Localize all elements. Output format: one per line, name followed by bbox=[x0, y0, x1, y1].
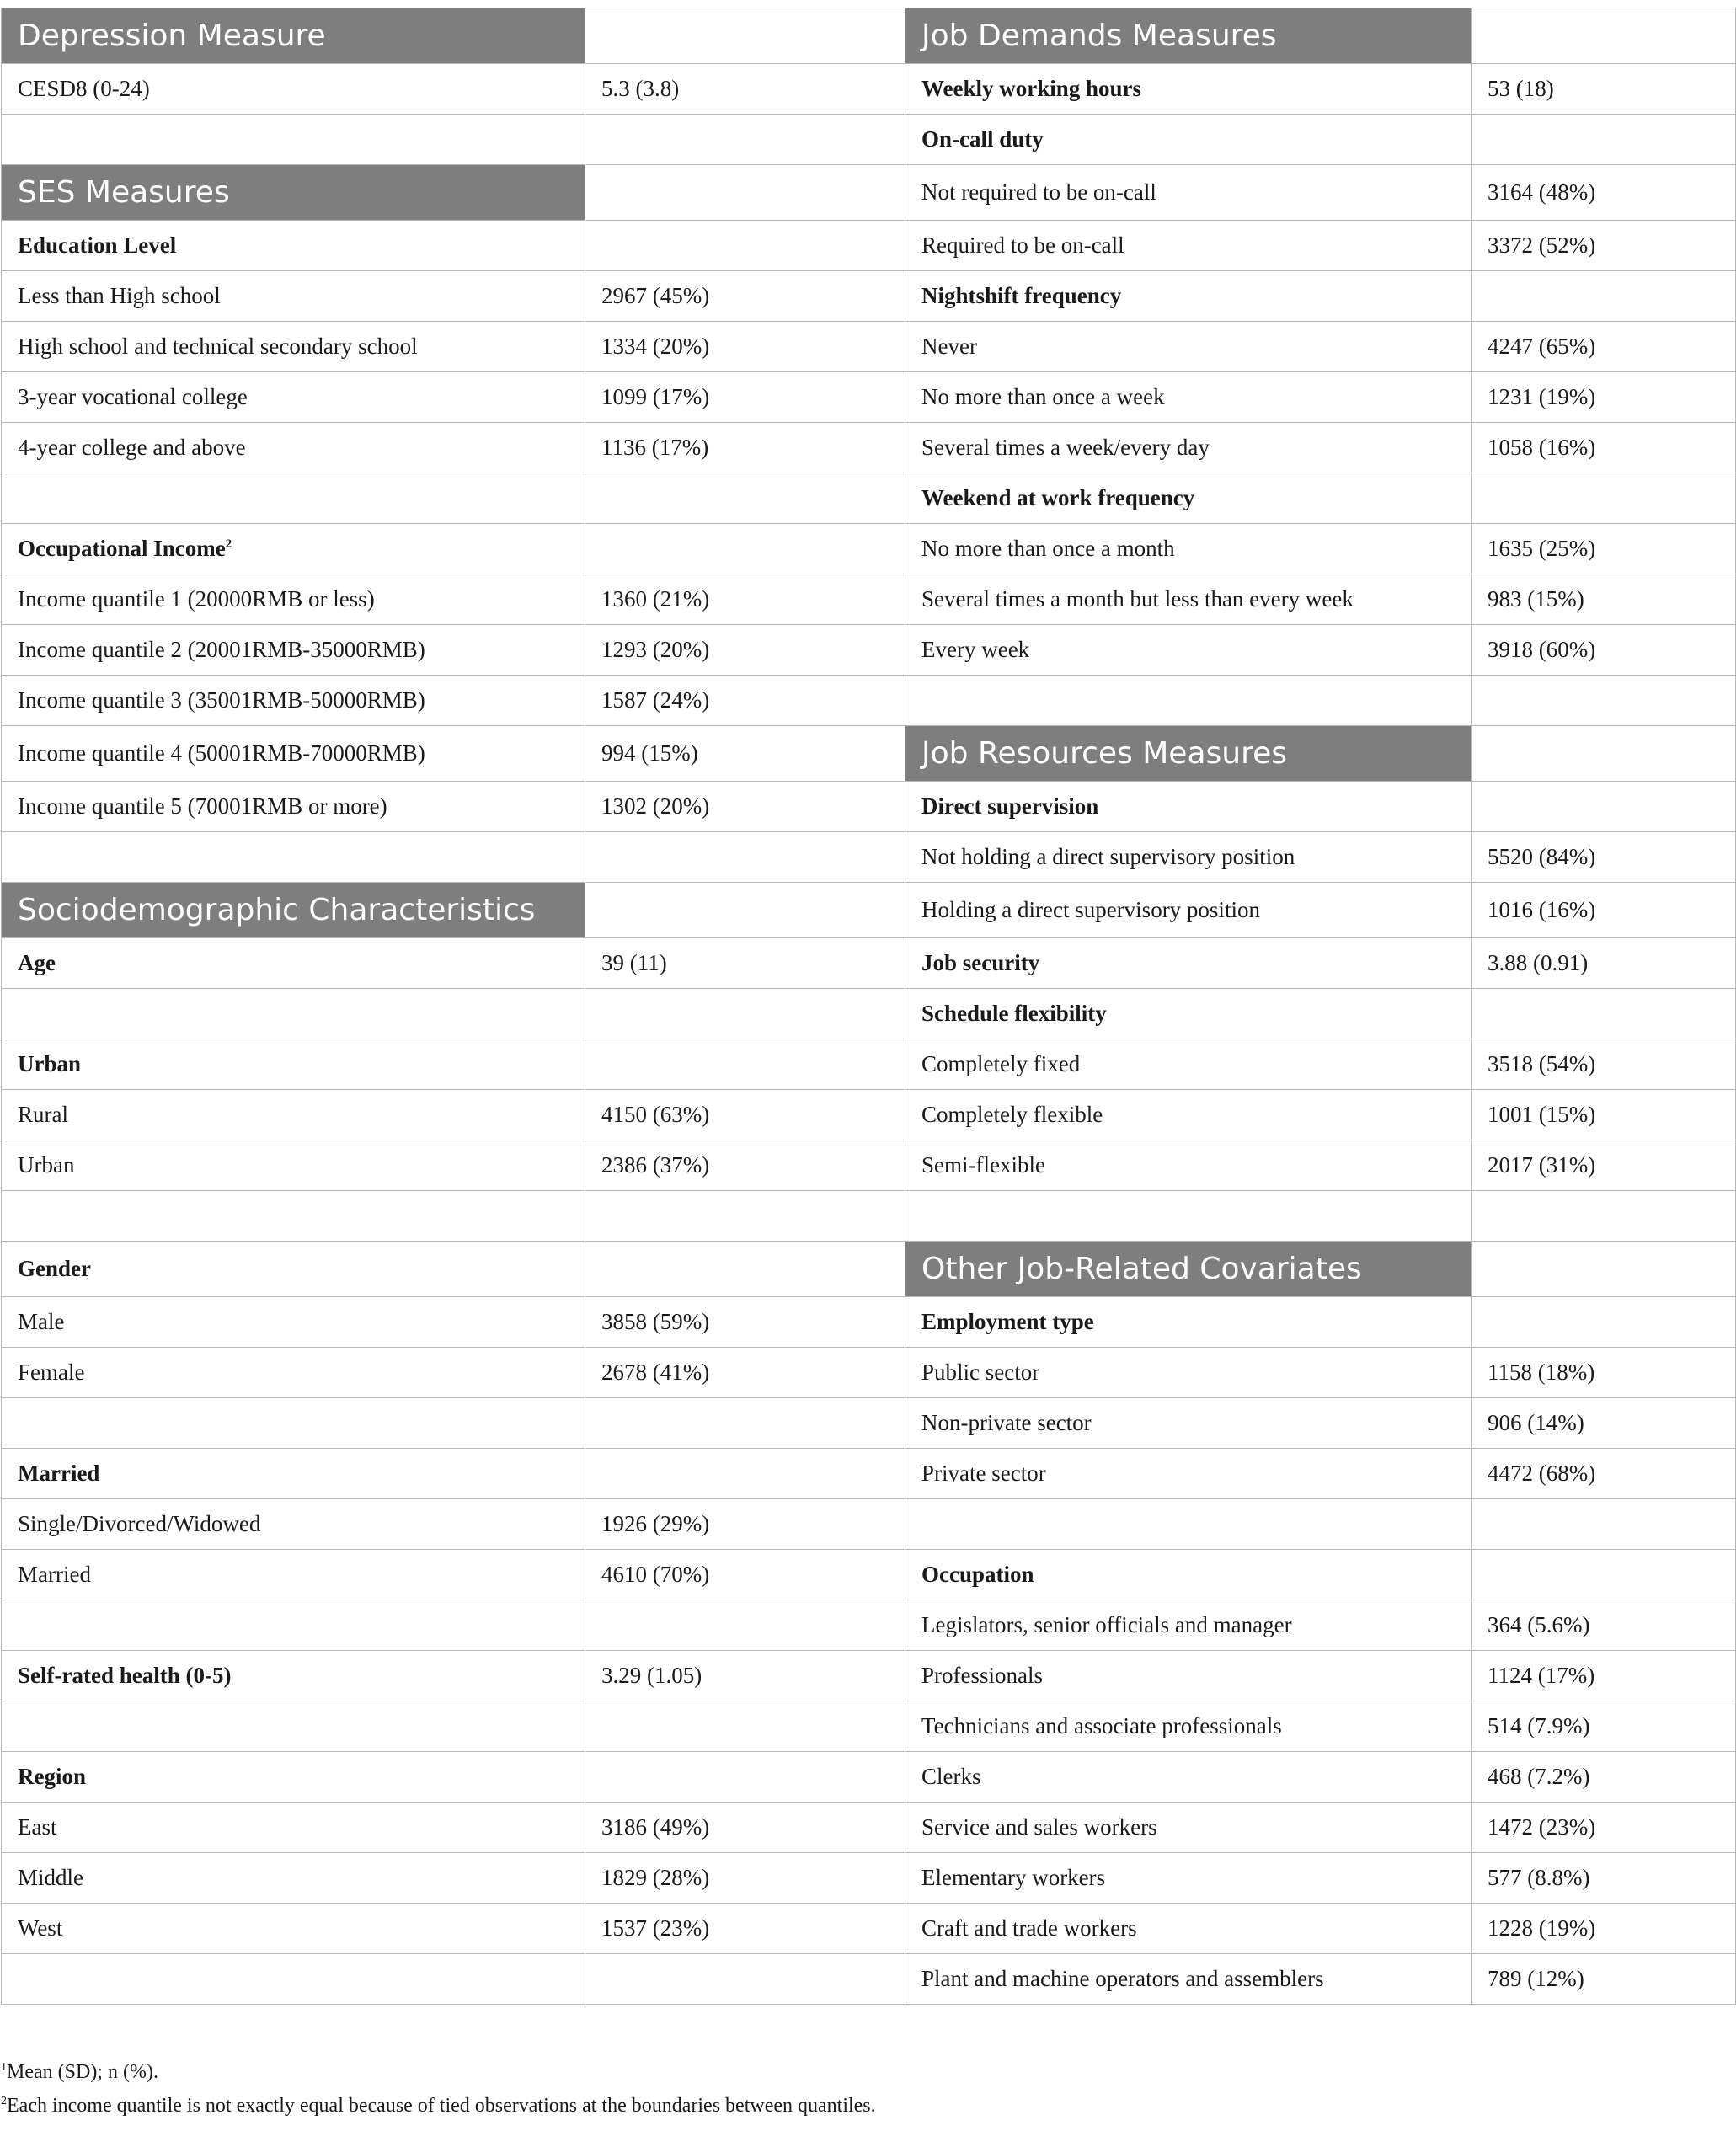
table-row bbox=[2, 64, 1736, 115]
row-value: 4610 (70%) bbox=[585, 1550, 905, 1600]
table-row bbox=[2, 1651, 1736, 1701]
table-row bbox=[2, 322, 1736, 372]
table-row bbox=[2, 574, 1736, 625]
empty-cell bbox=[585, 832, 905, 883]
row-label: Job security bbox=[905, 938, 1472, 989]
row-label: Never bbox=[905, 322, 1472, 372]
row-label: Married bbox=[2, 1550, 585, 1600]
row-value: 1231 (19%) bbox=[1472, 372, 1736, 423]
row-value: 577 (8.8%) bbox=[1472, 1853, 1736, 1904]
row-value: 2967 (45%) bbox=[585, 271, 905, 322]
row-label: Rural bbox=[2, 1090, 585, 1140]
table-row bbox=[2, 1297, 1736, 1348]
row-label: No more than once a week bbox=[905, 372, 1472, 423]
row-value: 3.29 (1.05) bbox=[585, 1651, 905, 1701]
group-label: Nightshift frequency bbox=[905, 271, 1472, 322]
table-row bbox=[2, 676, 1736, 726]
row-label: Self-rated health (0-5) bbox=[2, 1651, 585, 1701]
row-label: Female bbox=[2, 1348, 585, 1398]
empty-cell bbox=[2, 1600, 585, 1651]
empty-cell bbox=[585, 221, 905, 271]
row-label: 3-year vocational college bbox=[2, 372, 585, 423]
table-row bbox=[2, 1600, 1736, 1651]
section-header-depression: Depression Measure bbox=[2, 8, 585, 64]
row-label: CESD8 (0-24) bbox=[2, 64, 585, 115]
row-label: Legislators, senior officials and manager bbox=[905, 1600, 1472, 1651]
empty-cell bbox=[585, 524, 905, 574]
section-header-other-job: Other Job-Related Covariates bbox=[905, 1242, 1472, 1297]
row-value: 1001 (15%) bbox=[1472, 1090, 1736, 1140]
empty-cell bbox=[905, 1499, 1472, 1550]
empty-cell bbox=[2, 1701, 585, 1752]
row-label: Income quantile 4 (50001RMB-70000RMB) bbox=[2, 726, 585, 782]
occupational-income-label: Occupational Income bbox=[18, 536, 226, 561]
footnote-marker: 1 bbox=[1, 2061, 7, 2074]
footnote-text: Each income quantile is not exactly equal because of tied observations at the boundaries between quantiles. bbox=[7, 2095, 876, 2117]
row-value: 468 (7.2%) bbox=[1472, 1752, 1736, 1803]
row-value: 1158 (18%) bbox=[1472, 1348, 1736, 1398]
table-row bbox=[2, 1550, 1736, 1600]
row-value: 1360 (21%) bbox=[585, 574, 905, 625]
group-label: On-call duty bbox=[905, 115, 1472, 165]
footnote-1 bbox=[1, 2055, 1735, 2089]
table-row bbox=[2, 372, 1736, 423]
empty-cell bbox=[2, 989, 585, 1039]
row-label: Elementary workers bbox=[905, 1853, 1472, 1904]
row-label: Income quantile 3 (35001RMB-50000RMB) bbox=[2, 676, 585, 726]
empty-cell bbox=[1472, 1550, 1736, 1600]
row-value: 1472 (23%) bbox=[1472, 1803, 1736, 1853]
empty-cell bbox=[1472, 271, 1736, 322]
table-row bbox=[2, 1039, 1736, 1090]
row-label: Required to be on-call bbox=[905, 221, 1472, 271]
empty-cell bbox=[585, 1039, 905, 1090]
row-label: Urban bbox=[2, 1140, 585, 1191]
row-value: 364 (5.6%) bbox=[1472, 1600, 1736, 1651]
row-label: No more than once a month bbox=[905, 524, 1472, 574]
empty-cell bbox=[585, 115, 905, 165]
table-row bbox=[2, 989, 1736, 1039]
descriptive-statistics-table bbox=[1, 8, 1736, 2005]
row-label: Single/Divorced/Widowed bbox=[2, 1499, 585, 1550]
row-label: Less than High school bbox=[2, 271, 585, 322]
group-label bbox=[2, 524, 585, 574]
row-value: 1635 (25%) bbox=[1472, 524, 1736, 574]
row-label: Every week bbox=[905, 625, 1472, 676]
empty-cell bbox=[585, 1242, 905, 1297]
empty-cell bbox=[905, 1191, 1472, 1242]
row-value: 1829 (28%) bbox=[585, 1853, 905, 1904]
empty-cell bbox=[585, 1954, 905, 2005]
row-label: Income quantile 5 (70001RMB or more) bbox=[2, 782, 585, 832]
row-label: Plant and machine operators and assemblers bbox=[905, 1954, 1472, 2005]
row-value: 3164 (48%) bbox=[1472, 165, 1736, 221]
row-value: 53 (18) bbox=[1472, 64, 1736, 115]
table-row bbox=[2, 271, 1736, 322]
row-label: Several times a week/every day bbox=[905, 423, 1472, 473]
empty-cell bbox=[585, 165, 905, 221]
table-row bbox=[2, 1904, 1736, 1954]
row-value: 1124 (17%) bbox=[1472, 1651, 1736, 1701]
row-label: 4-year college and above bbox=[2, 423, 585, 473]
row-value: 514 (7.9%) bbox=[1472, 1701, 1736, 1752]
table-row bbox=[2, 832, 1736, 883]
table-row bbox=[2, 1449, 1736, 1499]
table-row bbox=[2, 1191, 1736, 1242]
footnote-marker: 2 bbox=[1, 2095, 7, 2107]
row-label: High school and technical secondary school bbox=[2, 322, 585, 372]
row-value: 3918 (60%) bbox=[1472, 625, 1736, 676]
empty-cell bbox=[585, 1398, 905, 1449]
empty-cell bbox=[1472, 989, 1736, 1039]
row-value: 1099 (17%) bbox=[585, 372, 905, 423]
empty-cell bbox=[2, 115, 585, 165]
empty-cell bbox=[2, 473, 585, 524]
row-label: Technicians and associate professionals bbox=[905, 1701, 1472, 1752]
table-row bbox=[2, 1853, 1736, 1904]
empty-cell bbox=[1472, 1191, 1736, 1242]
footnote-marker: 2 bbox=[225, 537, 232, 551]
row-label: Professionals bbox=[905, 1651, 1472, 1701]
row-label: Middle bbox=[2, 1853, 585, 1904]
table-row bbox=[2, 1090, 1736, 1140]
group-label: Schedule flexibility bbox=[905, 989, 1472, 1039]
row-label: Non-private sector bbox=[905, 1398, 1472, 1449]
row-label: Income quantile 2 (20001RMB-35000RMB) bbox=[2, 625, 585, 676]
table-row bbox=[2, 1140, 1736, 1191]
row-label: Age bbox=[2, 938, 585, 989]
row-value: 1228 (19%) bbox=[1472, 1904, 1736, 1954]
group-label: Urban bbox=[2, 1039, 585, 1090]
row-value: 3.88 (0.91) bbox=[1472, 938, 1736, 989]
empty-cell bbox=[585, 8, 905, 64]
row-value: 1537 (23%) bbox=[585, 1904, 905, 1954]
row-label: West bbox=[2, 1904, 585, 1954]
row-label: Completely flexible bbox=[905, 1090, 1472, 1140]
group-label: Direct supervision bbox=[905, 782, 1472, 832]
row-value: 1136 (17%) bbox=[585, 423, 905, 473]
group-label: Region bbox=[2, 1752, 585, 1803]
row-label: Holding a direct supervisory position bbox=[905, 883, 1472, 938]
table-row bbox=[2, 938, 1736, 989]
table-row bbox=[2, 473, 1736, 524]
row-value: 1058 (16%) bbox=[1472, 423, 1736, 473]
row-value: 1293 (20%) bbox=[585, 625, 905, 676]
row-value: 4150 (63%) bbox=[585, 1090, 905, 1140]
group-label: Married bbox=[2, 1449, 585, 1499]
row-label: Weekly working hours bbox=[905, 64, 1472, 115]
empty-cell bbox=[1472, 473, 1736, 524]
footnote-text: Mean (SD); n (%). bbox=[7, 2061, 158, 2083]
empty-cell bbox=[585, 883, 905, 938]
group-label: Gender bbox=[2, 1242, 585, 1297]
row-label: Male bbox=[2, 1297, 585, 1348]
empty-cell bbox=[2, 1191, 585, 1242]
empty-cell bbox=[1472, 1499, 1736, 1550]
row-value: 1587 (24%) bbox=[585, 676, 905, 726]
table-row bbox=[2, 115, 1736, 165]
row-value: 2386 (37%) bbox=[585, 1140, 905, 1191]
empty-cell bbox=[585, 1191, 905, 1242]
row-label: Several times a month but less than every week bbox=[905, 574, 1472, 625]
row-value: 5.3 (3.8) bbox=[585, 64, 905, 115]
row-value: 2678 (41%) bbox=[585, 1348, 905, 1398]
row-value: 3518 (54%) bbox=[1472, 1039, 1736, 1090]
table-row bbox=[2, 1803, 1736, 1853]
row-value: 4247 (65%) bbox=[1472, 322, 1736, 372]
table-row bbox=[2, 423, 1736, 473]
section-header-ses: SES Measures bbox=[2, 165, 585, 221]
table-row bbox=[2, 726, 1736, 782]
table-row bbox=[2, 1752, 1736, 1803]
empty-cell bbox=[585, 1752, 905, 1803]
empty-cell bbox=[585, 473, 905, 524]
table-row bbox=[2, 883, 1736, 938]
section-header-sociodemographic: Sociodemographic Characteristics bbox=[2, 883, 585, 938]
section-header-job-demands: Job Demands Measures bbox=[905, 8, 1472, 64]
row-value: 1302 (20%) bbox=[585, 782, 905, 832]
footnote-2 bbox=[1, 2089, 1735, 2123]
group-label: Weekend at work frequency bbox=[905, 473, 1472, 524]
table-row bbox=[2, 1499, 1736, 1550]
empty-cell bbox=[1472, 115, 1736, 165]
table-row bbox=[2, 1398, 1736, 1449]
empty-cell bbox=[2, 832, 585, 883]
row-value: 1016 (16%) bbox=[1472, 883, 1736, 938]
empty-cell bbox=[585, 1449, 905, 1499]
empty-cell bbox=[1472, 782, 1736, 832]
row-value: 789 (12%) bbox=[1472, 1954, 1736, 2005]
group-label: Occupation bbox=[905, 1550, 1472, 1600]
row-value: 2017 (31%) bbox=[1472, 1140, 1736, 1191]
row-value: 983 (15%) bbox=[1472, 574, 1736, 625]
row-label: Not required to be on-call bbox=[905, 165, 1472, 221]
row-label: Private sector bbox=[905, 1449, 1472, 1499]
row-value: 994 (15%) bbox=[585, 726, 905, 782]
section-header-job-resources: Job Resources Measures bbox=[905, 726, 1472, 782]
row-value: 3186 (49%) bbox=[585, 1803, 905, 1853]
empty-cell bbox=[585, 989, 905, 1039]
row-label: Clerks bbox=[905, 1752, 1472, 1803]
table-row bbox=[2, 782, 1736, 832]
row-label: East bbox=[2, 1803, 585, 1853]
row-value: 39 (11) bbox=[585, 938, 905, 989]
empty-cell bbox=[1472, 1242, 1736, 1297]
footnotes bbox=[1, 2055, 1735, 2123]
row-value: 1926 (29%) bbox=[585, 1499, 905, 1550]
table-row bbox=[2, 165, 1736, 221]
row-label: Craft and trade workers bbox=[905, 1904, 1472, 1954]
empty-cell bbox=[585, 1701, 905, 1752]
table-row bbox=[2, 1348, 1736, 1398]
empty-cell bbox=[905, 676, 1472, 726]
table-row bbox=[2, 1242, 1736, 1297]
row-label: Income quantile 1 (20000RMB or less) bbox=[2, 574, 585, 625]
empty-cell bbox=[1472, 726, 1736, 782]
row-value: 5520 (84%) bbox=[1472, 832, 1736, 883]
empty-cell bbox=[1472, 1297, 1736, 1348]
table-row bbox=[2, 524, 1736, 574]
empty-cell bbox=[2, 1398, 585, 1449]
row-value: 906 (14%) bbox=[1472, 1398, 1736, 1449]
row-label: Semi-flexible bbox=[905, 1140, 1472, 1191]
row-value: 3858 (59%) bbox=[585, 1297, 905, 1348]
table-row bbox=[2, 1701, 1736, 1752]
row-value: 4472 (68%) bbox=[1472, 1449, 1736, 1499]
row-label: Service and sales workers bbox=[905, 1803, 1472, 1853]
table-row bbox=[2, 221, 1736, 271]
row-value: 3372 (52%) bbox=[1472, 221, 1736, 271]
row-label: Public sector bbox=[905, 1348, 1472, 1398]
empty-cell bbox=[1472, 676, 1736, 726]
row-label: Completely fixed bbox=[905, 1039, 1472, 1090]
group-label: Employment type bbox=[905, 1297, 1472, 1348]
empty-cell bbox=[585, 1600, 905, 1651]
group-label: Education Level bbox=[2, 221, 585, 271]
empty-cell bbox=[2, 1954, 585, 2005]
table-row bbox=[2, 8, 1736, 64]
table-row bbox=[2, 1954, 1736, 2005]
empty-cell bbox=[1472, 8, 1736, 64]
row-label: Not holding a direct supervisory position bbox=[905, 832, 1472, 883]
row-value: 1334 (20%) bbox=[585, 322, 905, 372]
table-row bbox=[2, 625, 1736, 676]
